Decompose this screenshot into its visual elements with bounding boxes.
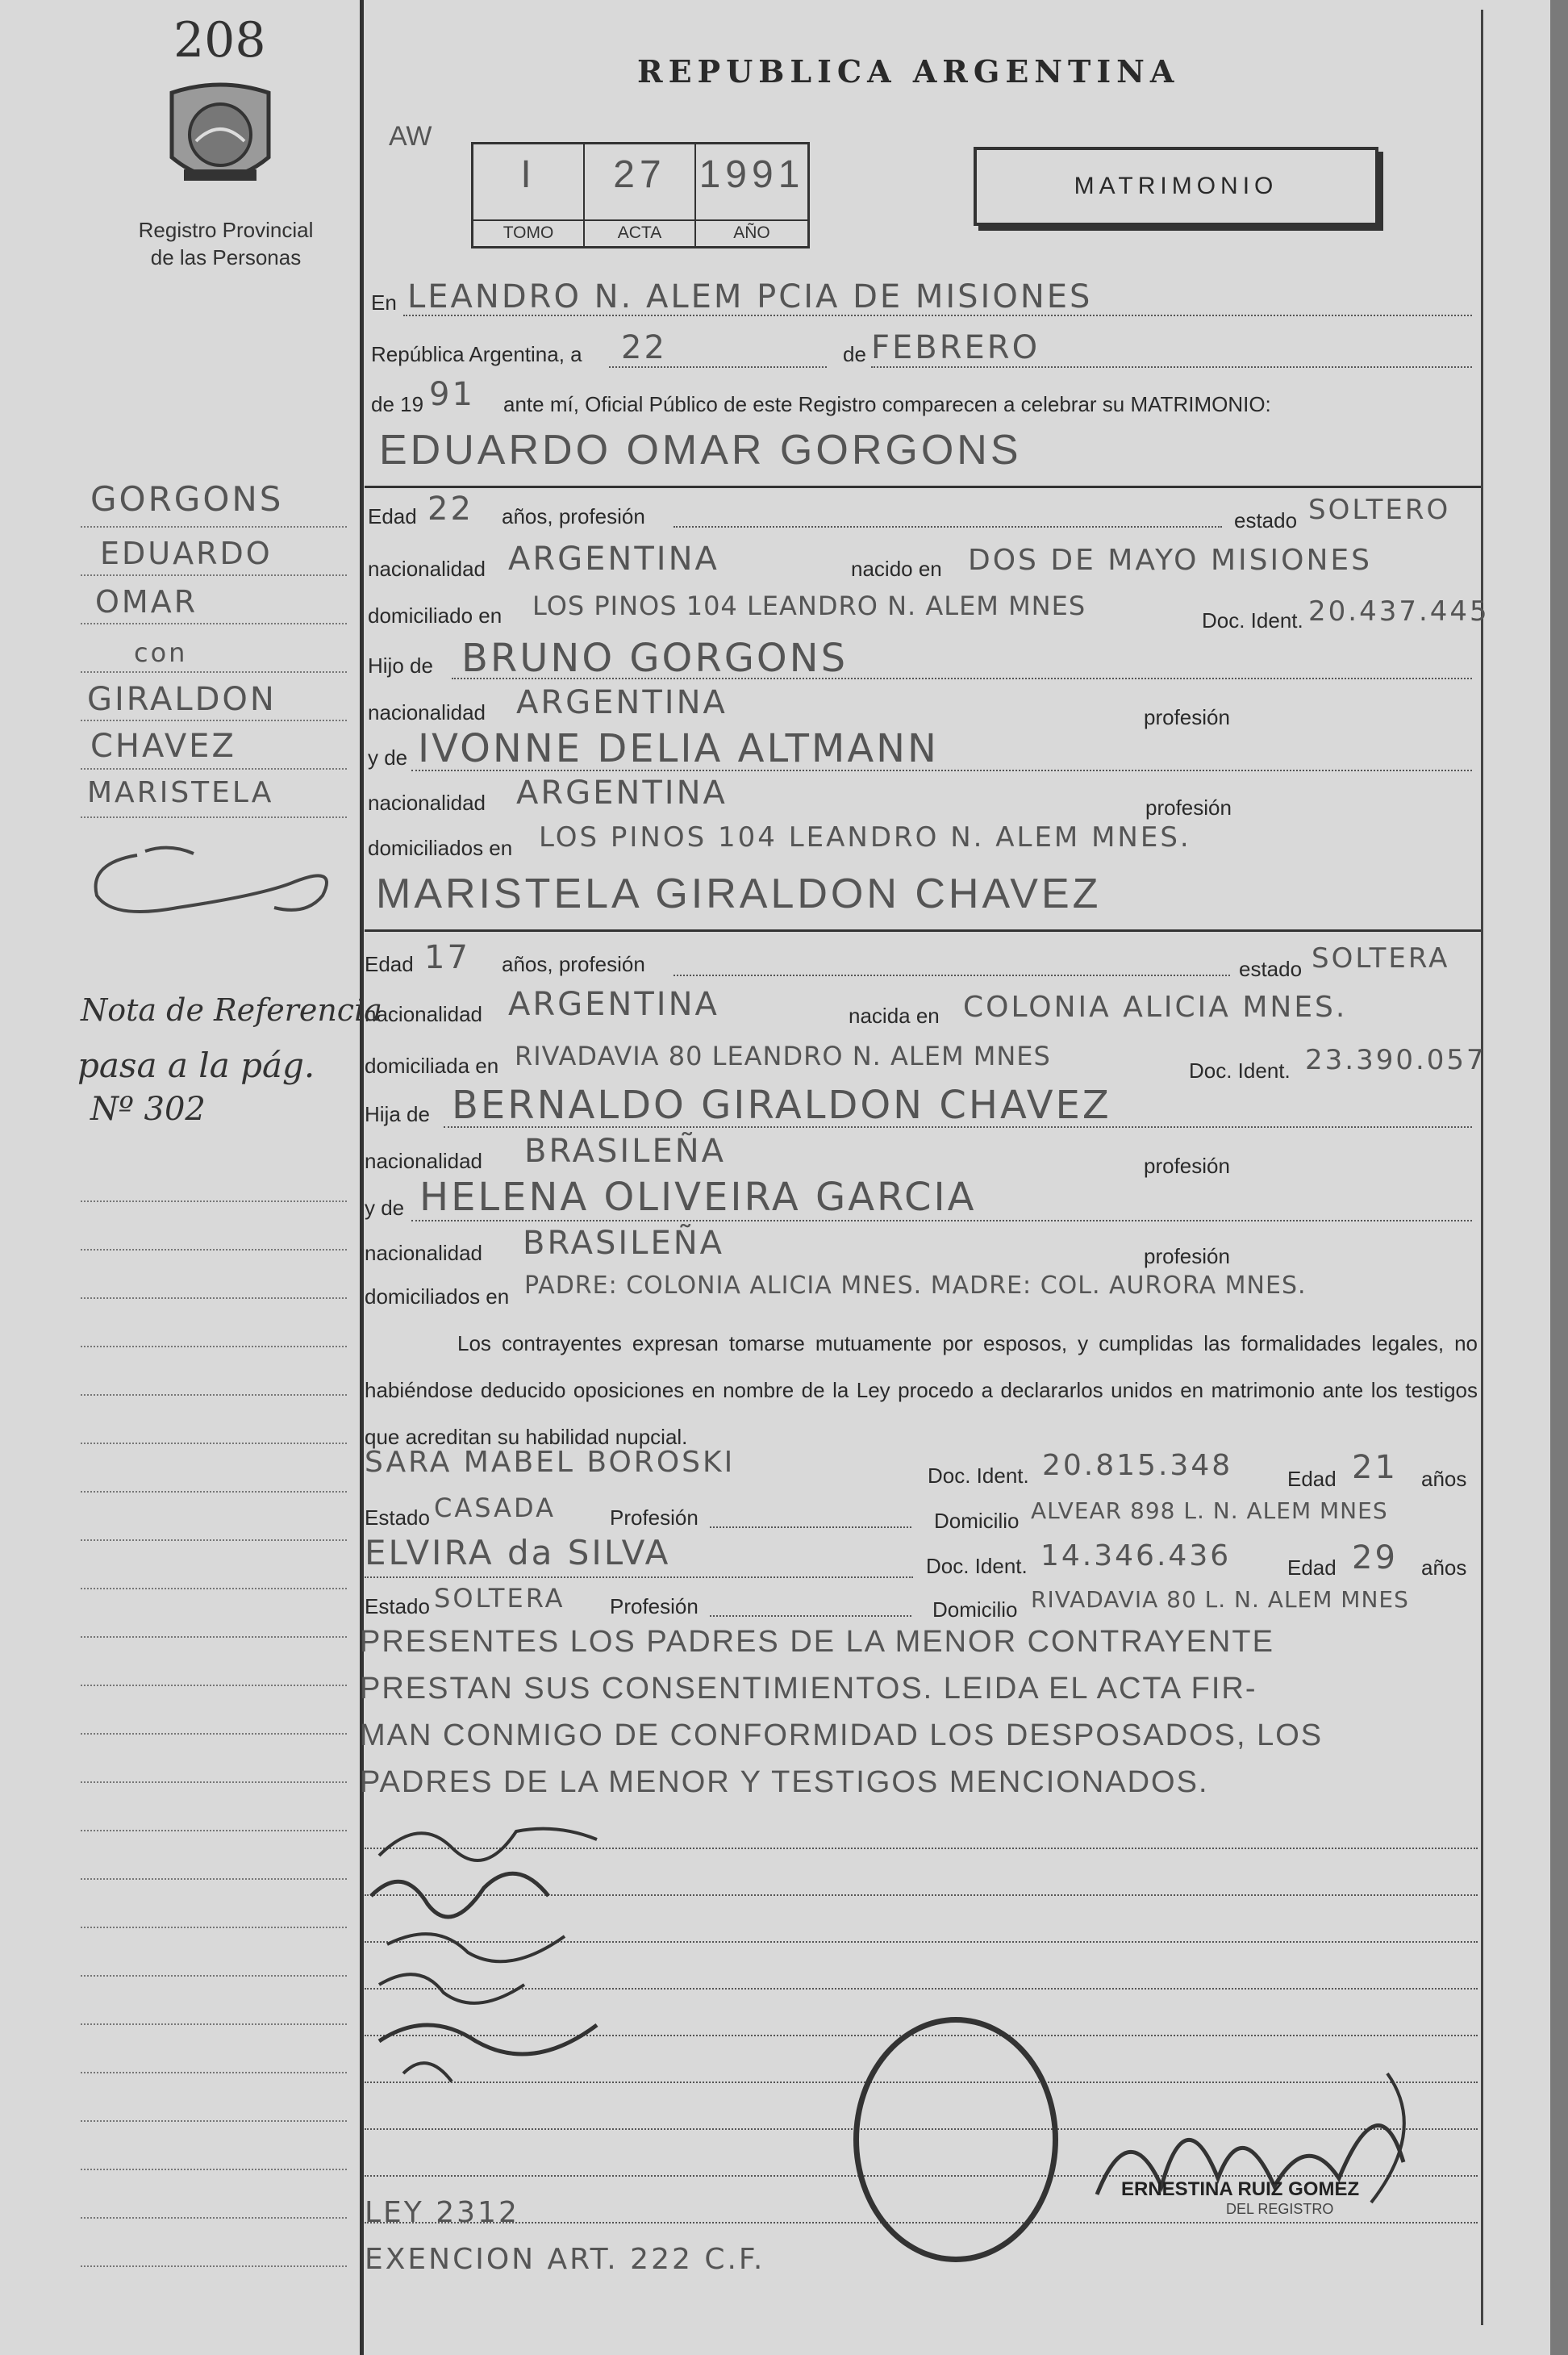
bride-doc-label: Doc. Ident.: [1189, 1058, 1291, 1083]
acta-label: ACTA: [585, 219, 694, 243]
bride-nacida-label: nacida en: [849, 1004, 940, 1028]
margin-line: [81, 1539, 347, 1541]
margin-line: [81, 2169, 347, 2170]
margin-line: [81, 816, 347, 818]
groom-nacido: DOS DE MAYO MISIONES: [968, 544, 1372, 577]
witness1-estado: CASADA: [434, 1493, 556, 1523]
margin-line: [81, 1636, 347, 1638]
dotted-line: [365, 1576, 913, 1578]
ante-text: ante mí, Oficial Público de este Registro comparecen a celebrar su MATRIMONIO:: [503, 392, 1271, 416]
year-value: 91: [429, 376, 475, 413]
footer-exencion: EXENCION ART. 222 C.F.: [365, 2243, 765, 2276]
witness1-anos-label: años: [1421, 1467, 1467, 1491]
groom-doms-label: domiciliados en: [368, 836, 513, 860]
provincial-seal-icon: [164, 77, 277, 198]
margin-note-line: pasa a la pág.: [77, 1046, 315, 1085]
en-label: En: [371, 290, 397, 315]
groom-edad-label: Edad: [368, 504, 417, 528]
de-label: de: [843, 342, 866, 366]
margin-name: GIRALDON: [87, 681, 277, 718]
groom-domicilio: LOS PINOS 104 LEANDRO N. ALEM MNES: [532, 591, 1086, 621]
bride-estado: SOLTERA: [1312, 942, 1450, 975]
de19-label: de 19: [371, 392, 424, 416]
margin-line: [81, 1927, 347, 1928]
bride-edad-label: Edad: [365, 952, 414, 976]
day-value: 22: [621, 329, 667, 366]
bride-padre-nac: BRASILEÑA: [524, 1133, 727, 1170]
groom-doc-label: Doc. Ident.: [1202, 608, 1303, 633]
witness2-doc-label: Doc. Ident.: [926, 1554, 1028, 1578]
witness1-edad-label: Edad: [1287, 1467, 1337, 1491]
witness2-doc: 14.346.436: [1040, 1539, 1232, 1572]
observation-line: PADRES DE LA MENOR Y TESTIGOS MENCIONADOS.: [360, 1765, 1209, 1799]
margin-line: [81, 526, 347, 528]
official-stamp-name: ERNESTINA RUIZ GOMEZ: [1121, 2178, 1360, 2200]
witness1-profesion-label: Profesión: [610, 1505, 699, 1530]
bride-doms-label: domiciliados en: [365, 1284, 510, 1309]
groom-padre: BRUNO GORGONS: [461, 636, 849, 681]
margin-line: [81, 1249, 347, 1251]
witness2-anos-label: años: [1421, 1555, 1467, 1580]
record-box: [471, 142, 810, 248]
bride-padre: BERNALDO GIRALDON CHAVEZ: [452, 1083, 1111, 1128]
groom-padre-nac: ARGENTINA: [516, 684, 728, 721]
witness1-domicilio-label: Domicilio: [934, 1509, 1020, 1533]
margin-line: [81, 574, 347, 576]
groom-edad: 22: [427, 491, 473, 528]
witness2-estado-label: Estado: [365, 1594, 430, 1618]
dotted-line: [452, 678, 1472, 679]
margin-line: [81, 2217, 347, 2219]
witness1-estado-label: Estado: [365, 1505, 430, 1530]
groom-padre-nac-label: nacionalidad: [368, 700, 486, 724]
bride-nacionalidad: ARGENTINA: [508, 986, 719, 1023]
bride-domicilio-padres: PADRE: COLONIA ALICIA MNES. MADRE: COL. AURORA MNES.: [524, 1271, 1307, 1300]
groom-yde-label: y de: [368, 745, 408, 770]
margin-line: [81, 1297, 347, 1299]
registry-name: [105, 216, 347, 271]
margin-line: [81, 2072, 347, 2073]
initials: AW: [389, 121, 432, 152]
bride-doc: 23.390.057: [1305, 1044, 1487, 1076]
official-stamp-role: DEL REGISTRO: [1226, 2201, 1334, 2217]
dotted-line: [673, 526, 1222, 528]
margin-line: [81, 1394, 347, 1396]
margin-line: [81, 1491, 347, 1493]
bride-madre-profesion-label: profesión: [1144, 1244, 1230, 1268]
groom-nacido-label: nacido en: [851, 557, 942, 581]
official-stamp-icon: [853, 2017, 1058, 2262]
witness1-doc: 20.815.348: [1042, 1449, 1233, 1482]
declaration-text: Los contrayentes expresan tomarse mutuamente por esposos, y cumplidas las formalidades legales, no habiéndose deducido oposiciones en nombre de la Ley procedo a declararlos unidos en matrimonio ante los testigos que acreditan su habilidad nupcial.: [365, 1331, 1478, 1449]
margin-line: [81, 1975, 347, 1977]
groom-madre-nac-label: nacionalidad: [368, 791, 486, 815]
margin-line: [81, 1443, 347, 1444]
right-border: [1481, 10, 1483, 2325]
witness2-edad: 29: [1352, 1539, 1398, 1576]
witness2-edad-label: Edad: [1287, 1555, 1337, 1580]
margin-name: MARISTELA: [87, 776, 274, 809]
margin-line: [81, 671, 347, 673]
witness1-domicilio: ALVEAR 898 L. N. ALEM MNES: [1031, 1497, 1388, 1524]
dotted-line: [871, 366, 1472, 368]
bride-nac-label: nacionalidad: [365, 1002, 483, 1026]
tomo-cell: [473, 144, 585, 246]
margin-line: [81, 623, 347, 624]
dotted-line: [710, 1526, 911, 1528]
margin-name: con: [134, 637, 188, 668]
ano-cell: [696, 144, 807, 246]
witness2-name: ELVIRA da SILVA: [365, 1533, 671, 1572]
registry-line-2: de las Personas: [150, 245, 302, 269]
witness2-estado: SOLTERA: [434, 1583, 565, 1614]
groom-madre: IVONNE DELIA ALTMANN: [418, 726, 939, 771]
dotted-line: [411, 770, 1472, 771]
groom-nacionalidad: ARGENTINA: [508, 541, 719, 578]
observation-line: MAN CONMIGO DE CONFORMIDAD LOS DESPOSADOS, LOS: [360, 1718, 1324, 1752]
bride-domicilio: RIVADAVIA 80 LEANDRO N. ALEM MNES: [515, 1041, 1051, 1071]
bride-madre-nac-label: nacionalidad: [365, 1241, 483, 1265]
margin-line: [81, 2265, 347, 2267]
margin-line: [81, 720, 347, 721]
country-title: REPUBLICA ARGENTINA: [637, 53, 1180, 90]
margin-line: [81, 1685, 347, 1686]
groom-estado-label: estado: [1234, 508, 1298, 532]
signatures-drawing: [355, 1807, 645, 2114]
witness2-profesion-label: Profesión: [610, 1594, 699, 1618]
margin-line: [81, 1588, 347, 1589]
margin-name: EDUARDO: [100, 536, 273, 571]
witness1-doc-label: Doc. Ident.: [928, 1464, 1029, 1488]
place-value: LEANDRO N. ALEM PCIA DE MISIONES: [407, 278, 1093, 315]
margin-line: [81, 1200, 347, 1202]
dotted-line: [710, 1615, 911, 1617]
groom-padre-profesion-label: profesión: [1144, 705, 1230, 729]
groom-madre-profesion-label: profesión: [1145, 795, 1232, 820]
dotted-line: [403, 315, 1472, 316]
groom-hijo-label: Hijo de: [368, 653, 433, 678]
ano-value: 1991: [699, 153, 805, 196]
bride-padre-nac-label: nacionalidad: [365, 1149, 483, 1173]
dotted-line: [444, 1126, 1472, 1128]
bride-hija-label: Hija de: [365, 1102, 430, 1126]
groom-domicilio-padres: LOS PINOS 104 LEANDRO N. ALEM MNES.: [539, 821, 1191, 854]
groom-nac-label: nacionalidad: [368, 557, 486, 581]
margin-flourish-drawing: [81, 839, 355, 920]
groom-doc: 20.437.445: [1308, 595, 1490, 628]
registry-line-1: Registro Provincial: [138, 218, 314, 242]
margin-line: [81, 768, 347, 770]
bride-name: MARISTELA GIRALDON CHAVEZ: [376, 871, 1102, 917]
bride-yde-label: y de: [365, 1196, 405, 1220]
groom-dom-label: domiciliado en: [368, 603, 503, 628]
tomo-label: TOMO: [473, 219, 583, 243]
dotted-line: [411, 1220, 1472, 1221]
acta-cell: [585, 144, 696, 246]
page-edge: [1550, 0, 1568, 2355]
footer-ley: LEY 2312: [365, 2196, 519, 2229]
bride-edad: 17: [424, 939, 470, 976]
margin-line: [81, 1733, 347, 1735]
margin-line: [81, 2120, 347, 2122]
republica-label: República Argentina, a: [371, 342, 582, 366]
observation-line: PRESTAN SUS CONSENTIMIENTOS. LEIDA EL ACTA FIR-: [360, 1672, 1257, 1706]
dotted-line: [609, 366, 827, 368]
witness2-domicilio: RIVADAVIA 80 L. N. ALEM MNES: [1031, 1586, 1409, 1613]
margin-note-line: Nº 302: [90, 1091, 206, 1128]
witness1-name: SARA MABEL BOROSKI: [365, 1446, 736, 1479]
bride-madre-nac: BRASILEÑA: [523, 1225, 725, 1262]
observation-line: PRESENTES LOS PADRES DE LA MENOR CONTRAYENTE: [360, 1625, 1274, 1659]
section-rule: [365, 929, 1481, 932]
acta-value: 27: [613, 153, 666, 196]
bride-nacida: COLONIA ALICIA MNES.: [963, 991, 1348, 1024]
margin-line: [81, 1878, 347, 1880]
margin-line: [81, 1346, 347, 1347]
dotted-line: [673, 975, 1230, 976]
margin-note-line: Nota de Referencia: [81, 992, 382, 1028]
bride-dom-label: domiciliada en: [365, 1054, 499, 1078]
bride-madre: HELENA OLIVEIRA GARCIA: [419, 1175, 977, 1220]
ano-label: AÑO: [696, 219, 807, 243]
bride-padre-profesion-label: profesión: [1144, 1154, 1230, 1178]
margin-name: OMAR: [95, 584, 198, 620]
margin-line: [81, 1830, 347, 1831]
bride-profesion-label: años, profesión: [502, 952, 645, 976]
section-rule: [365, 486, 1481, 488]
groom-name: EDUARDO OMAR GORGONS: [379, 427, 1022, 474]
groom-profesion-label: años, profesión: [502, 504, 645, 528]
groom-estado: SOLTERO: [1308, 494, 1451, 526]
witness1-edad: 21: [1352, 1449, 1398, 1486]
month-value: FEBRERO: [871, 329, 1040, 366]
margin-name: GORGONS: [90, 479, 284, 519]
margin-line: [81, 1781, 347, 1783]
bride-estado-label: estado: [1239, 957, 1303, 981]
margin-name: CHAVEZ: [90, 728, 236, 765]
tomo-value: I: [520, 153, 536, 196]
folio-number: 208: [173, 12, 266, 69]
groom-madre-nac: ARGENTINA: [516, 775, 728, 812]
margin-line: [81, 2023, 347, 2025]
witness2-domicilio-label: Domicilio: [932, 1597, 1018, 1622]
doc-type-box: MATRIMONIO: [974, 147, 1378, 226]
